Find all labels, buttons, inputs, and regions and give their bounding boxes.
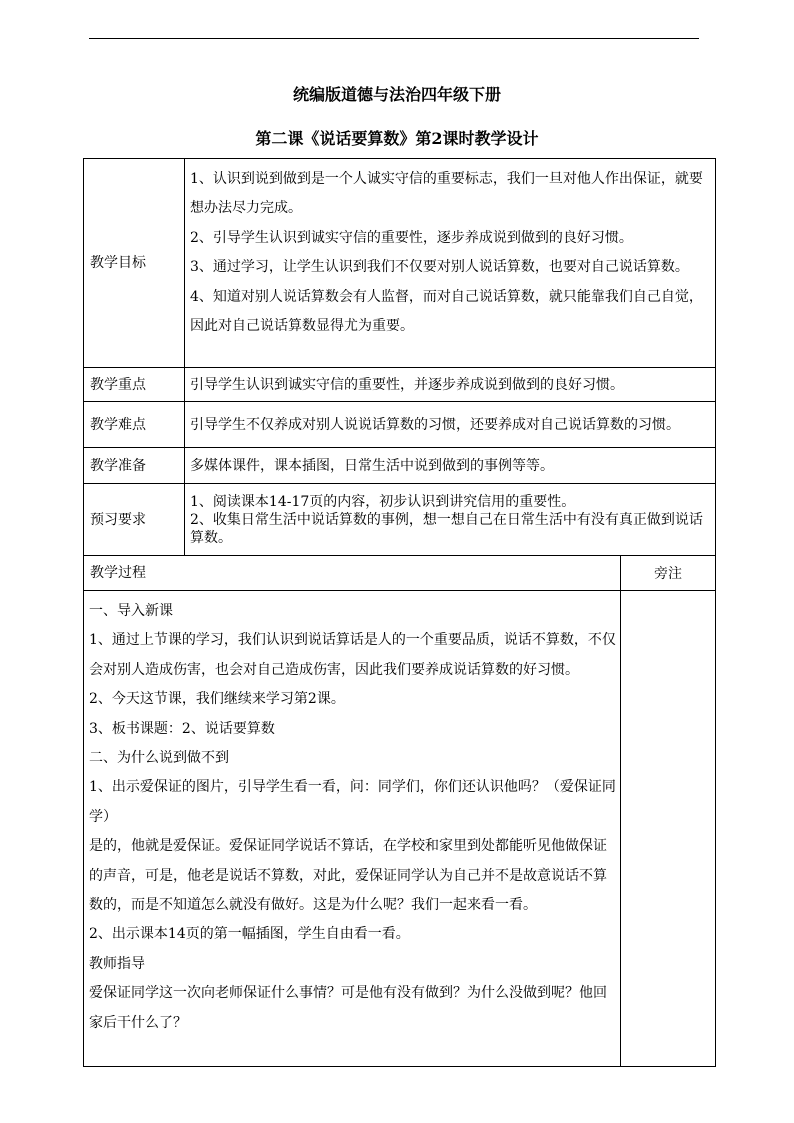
header-rule xyxy=(89,38,699,39)
process-line: 1、出示爱保证的图片，引导学生看一看，问：同学们，你们还认识他吗？（爱保证同学） xyxy=(89,779,616,825)
process-line: 1、通过上节课的学习，我们认识到说话算话是人的一个重要品质，说话不算数，不仅会对别人造成伤害，也会对自己造成伤害，因此我们要养成说话算数的好习惯。 xyxy=(89,632,616,678)
preview-row xyxy=(84,484,716,556)
process-label: 教学过程 xyxy=(84,556,621,591)
difficulties-label: 教学难点 xyxy=(84,402,185,448)
goal-item: 4、知道对别人说话算数会有人监督，而对自己说话算数，就只能靠我们自己自觉，因此对自己说话算数显得尤为重要。 xyxy=(190,288,703,335)
process-line: 教师指导 xyxy=(89,955,145,972)
key-points-row xyxy=(84,368,716,402)
document-title: 统编版道德与法治四年级下册 xyxy=(292,85,501,104)
key-points-label: 教学重点 xyxy=(84,368,185,402)
notes-label: 旁注 xyxy=(621,556,716,591)
process-line: 二、为什么说到做不到 xyxy=(89,750,229,767)
preparation-row xyxy=(84,448,716,484)
process-line: 3、板书课题：2、说话要算数 xyxy=(89,720,275,737)
process-line: 爱保证同学这一次向老师保证什么事情？可是他有没有做到？为什么没做到呢？他回家后干什么了？ xyxy=(89,985,607,1031)
preview-item: 2、收集日常生活中说话算数的事例，想一想自己在日常生活中有没有真正做到说话算数。 xyxy=(190,511,703,546)
goal-item: 3、通过学习，让学生认识到我们不仅要对别人说话算数，也要对自己说话算数。 xyxy=(190,259,689,276)
process-line: 一、导入新课 xyxy=(89,603,173,619)
process-line: 2、出示课本14页的第一幅插图，学生自由看一看。 xyxy=(89,926,410,943)
process-line: 2、今天这节课，我们继续来学习第2课。 xyxy=(89,691,345,708)
key-points-content: 引导学生认识到诚实守信的重要性，并逐步养成说到做到的良好习惯。 xyxy=(185,368,716,402)
goals-label: 教学目标 xyxy=(84,159,185,368)
process-content xyxy=(84,591,621,1067)
preview-item: 1、阅读课本14-17页的内容，初步认识到讲究信用的重要性。 xyxy=(190,493,576,510)
notes-content xyxy=(621,591,716,1067)
process-header-row xyxy=(84,556,716,591)
goal-item: 2、引导学生认识到诚实守信的重要性，逐步养成说到做到的良好习惯。 xyxy=(190,229,633,246)
process-row xyxy=(84,591,716,1067)
preparation-label: 教学准备 xyxy=(84,448,185,484)
preview-content xyxy=(185,484,716,556)
preparation-content: 多媒体课件，课本插图，日常生活中说到做到的事例等等。 xyxy=(185,448,716,484)
process-line: 是的，他就是爱保证。爱保证同学说话不算话，在学校和家里到处都能听见他做保证的声音，可是，他老是说话不算数，对此，爱保证同学认为自己并不是故意说话不算数的，而是不知道怎么就没有做好。这是为什么呢？我们一起来看一看。 xyxy=(89,838,607,914)
difficulties-content: 引导学生不仅养成对别人说说话算数的习惯，还要养成对自己说话算数的习惯。 xyxy=(185,402,716,448)
document-subtitle: 第二课《说话要算数》第2课时教学设计 xyxy=(255,129,539,148)
preview-label: 预习要求 xyxy=(84,484,185,556)
difficulties-row xyxy=(84,402,716,448)
lesson-plan-table xyxy=(83,158,716,1067)
goal-item: 1、认识到说到做到是一个人诚实守信的重要标志，我们一旦对他人作出保证，就要想办法尽力完成。 xyxy=(190,171,703,217)
goals-content xyxy=(185,159,716,368)
goals-row xyxy=(84,159,716,368)
